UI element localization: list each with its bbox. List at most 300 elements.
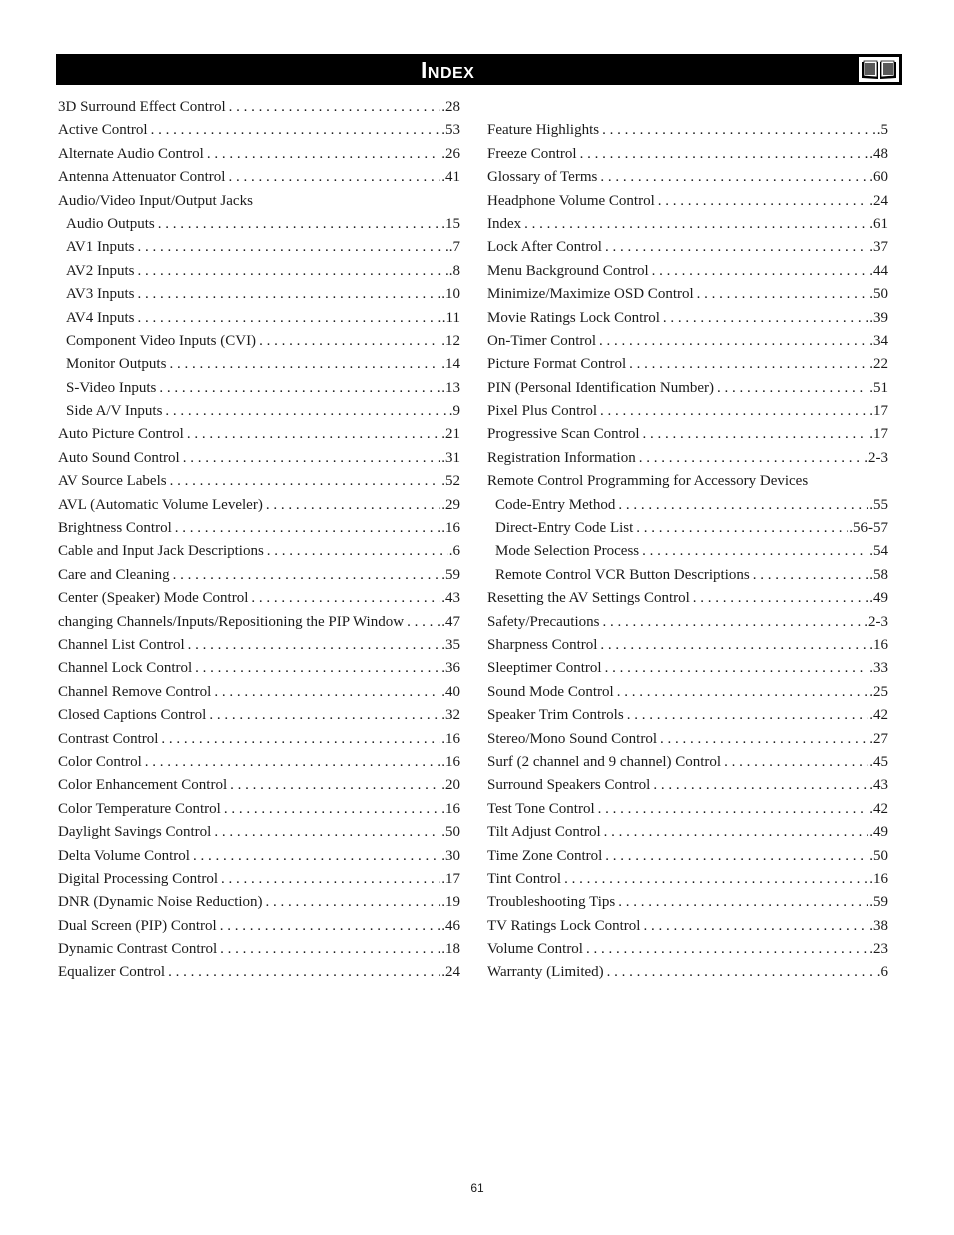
dot-leader	[209, 704, 440, 727]
index-entry-page: .20	[441, 777, 460, 794]
index-entry-label: Dual Screen (PIP) Control	[58, 917, 217, 934]
index-entry-label: Resetting the AV Settings Control	[487, 590, 690, 607]
index-entry-page: .24	[441, 964, 460, 981]
dot-leader	[663, 307, 868, 330]
index-entry-page: .22	[869, 356, 888, 373]
dot-leader	[617, 681, 869, 704]
index-entry-page: .16	[441, 800, 460, 817]
index-entry	[487, 564, 888, 587]
index-entry-label: Minimize/Maximize OSD Control	[487, 286, 694, 303]
dot-leader	[653, 774, 868, 797]
index-entry-label: Channel List Control	[58, 636, 185, 653]
index-entry	[58, 564, 460, 587]
column-spacer	[487, 96, 888, 119]
index-entry-label: AV Source Labels	[58, 473, 167, 490]
index-entry-label: Sleeptimer Control	[487, 660, 602, 677]
index-entry-page: .16	[441, 753, 460, 770]
index-entry	[487, 821, 888, 844]
index-entry-page: .60	[869, 169, 888, 186]
index-entry-label: Contrast Control	[58, 730, 159, 747]
index-entry-label: AVL (Automatic Volume Leveler)	[58, 496, 263, 513]
dot-leader	[618, 494, 868, 517]
dot-leader	[693, 587, 868, 610]
index-entry-label: Sound Mode Control	[487, 683, 614, 700]
index-entry-page: .42	[869, 707, 888, 724]
dot-leader	[193, 845, 440, 868]
dot-leader	[187, 423, 440, 446]
index-entry-page: .16	[869, 636, 888, 653]
index-entry-page: .42	[869, 800, 888, 817]
dot-leader	[220, 915, 441, 938]
index-entry-page: .55	[869, 496, 888, 513]
index-entry-label: 3D Surround Effect Control	[58, 99, 226, 115]
index-entry-label: Channel Remove Control	[58, 683, 212, 700]
dot-leader	[724, 751, 868, 774]
index-entry-page: .17	[869, 403, 888, 420]
index-entry-label: Equalizer Control	[58, 964, 166, 981]
index-entry-label: S-Video Inputs	[66, 379, 157, 396]
dot-leader	[599, 330, 868, 353]
index-entry-label: Index	[487, 215, 522, 232]
index-entry	[58, 915, 460, 938]
index-entry	[487, 961, 888, 984]
index-entry-label: Auto Sound Control	[58, 449, 180, 466]
dot-leader	[639, 447, 864, 470]
index-entry-label: AV2 Inputs	[66, 262, 135, 279]
dot-leader	[600, 400, 868, 423]
index-entry-label: Auto Picture Control	[58, 426, 184, 443]
index-entry-label: Time Zone Control	[487, 847, 603, 864]
dot-leader	[607, 961, 876, 984]
index-entry-label: Picture Format Control	[487, 356, 627, 373]
dot-leader	[158, 213, 440, 236]
dot-leader	[697, 283, 869, 306]
index-entry	[58, 330, 460, 353]
index-entry	[487, 423, 888, 446]
index-entry-label: Side A/V Inputs	[66, 403, 163, 420]
index-entry-label: Glossary of Terms	[487, 169, 598, 186]
index-entry-page: .24	[869, 192, 888, 209]
dot-leader	[586, 938, 868, 961]
dot-leader	[605, 845, 868, 868]
index-entry-page: .44	[869, 262, 888, 279]
index-entry-label: Sharpness Control	[487, 636, 598, 653]
index-entry-page: .50	[441, 824, 460, 841]
index-entry	[58, 213, 460, 236]
index-entry-label: Movie Ratings Lock Control	[487, 309, 660, 326]
dot-leader	[605, 657, 869, 680]
dot-leader	[220, 938, 440, 961]
index-entry-label: Dynamic Contrast Control	[58, 941, 218, 958]
index-entry	[487, 634, 888, 657]
dot-leader	[195, 657, 440, 680]
dot-leader	[267, 540, 448, 563]
dot-leader	[188, 634, 441, 657]
index-entry-page: .37	[869, 239, 888, 256]
index-entry-page: .19	[441, 894, 460, 911]
dot-leader	[602, 119, 876, 142]
index-entry	[58, 260, 460, 283]
index-entry-label: Headphone Volume Control	[487, 192, 655, 209]
dot-leader	[168, 961, 440, 984]
index-entry-label: Cable and Input Jack Descriptions	[58, 543, 264, 560]
index-entry-label: Monitor Outputs	[66, 356, 167, 373]
dot-leader	[145, 751, 440, 774]
index-entry-label: Brightness Control	[58, 520, 172, 537]
index-entry-page: .34	[869, 332, 888, 349]
index-entry-page: .26	[441, 145, 460, 162]
index-entry-label: Color Temperature Control	[58, 800, 221, 817]
index-entry-page: .41	[441, 169, 460, 186]
index-entry	[487, 143, 888, 166]
index-entry-page: .59	[441, 566, 460, 583]
index-entry-label: Lock After Control	[487, 239, 602, 256]
index-entry	[487, 517, 888, 540]
dot-leader	[214, 681, 440, 704]
index-entry-page: .28	[441, 99, 460, 115]
dot-leader	[605, 236, 868, 259]
index-entry-label: Color Enhancement Control	[58, 777, 228, 794]
index-right-column	[487, 96, 888, 985]
index-entry	[487, 307, 888, 330]
index-entry-label: Test Tone Control	[487, 800, 595, 817]
dot-leader	[207, 143, 440, 166]
index-entry-page: .39	[869, 309, 888, 326]
index-entry	[58, 704, 460, 727]
index-entry-label: Stereo/Mono Sound Control	[487, 730, 658, 747]
index-entry	[58, 517, 460, 540]
index-entry-page: .50	[869, 847, 888, 864]
index-entry-label: Tilt Adjust Control	[487, 824, 601, 841]
index-entry	[487, 657, 888, 680]
index-entry	[487, 353, 888, 376]
index-entry	[487, 845, 888, 868]
index-entry	[58, 961, 460, 984]
index-entry-page: .13	[441, 379, 460, 396]
index-entry-page: .29	[441, 496, 460, 513]
dot-leader	[717, 377, 868, 400]
index-entry	[487, 330, 888, 353]
index-entry-label: On-Timer Control	[487, 332, 597, 349]
index-entry-label: AV3 Inputs	[66, 286, 135, 303]
index-entry	[58, 681, 460, 704]
index-entry-label: TV Ratings Lock Control	[487, 917, 641, 934]
dot-leader	[165, 400, 447, 423]
index-entry	[487, 891, 888, 914]
index-entry-page: .16	[869, 870, 888, 887]
index-entry	[58, 400, 460, 423]
index-entry-label: Digital Processing Control	[58, 870, 218, 887]
index-entry-page: .30	[441, 847, 460, 864]
dot-leader	[266, 494, 440, 517]
index-entry-label: Alternate Audio Control	[58, 145, 204, 162]
dot-leader	[629, 353, 868, 376]
index-entry-page: .49	[869, 824, 888, 841]
index-entry-label: Channel Lock Control	[58, 660, 193, 677]
index-entry	[58, 166, 460, 189]
index-entry-page: .61	[869, 215, 888, 232]
dot-leader	[173, 564, 441, 587]
index-entry-page: .48	[869, 145, 888, 162]
index-entry-label: Menu Background Control	[487, 262, 649, 279]
book-icon	[858, 56, 900, 83]
index-entry	[58, 307, 460, 330]
index-entry-page: .47	[441, 613, 460, 630]
dot-leader	[137, 283, 440, 306]
index-entry-label: Center (Speaker) Mode Control	[58, 590, 249, 607]
index-entry-label: Component Video Inputs (CVI)	[66, 332, 257, 349]
dot-leader	[524, 213, 868, 236]
index-entry-label: Active Control	[58, 122, 148, 139]
index-entry-page: .23	[869, 941, 888, 958]
index-entry-page: .43	[441, 590, 460, 607]
dot-leader	[598, 798, 869, 821]
index-entry	[487, 377, 888, 400]
index-entry-label: PIN (Personal Identification Number)	[487, 379, 715, 396]
index-entry	[58, 190, 460, 213]
dot-leader	[169, 353, 440, 376]
index-entry	[58, 447, 460, 470]
index-entry-page: .56-57	[849, 520, 888, 537]
index-entry-page: .16	[441, 520, 460, 537]
index-left-column	[58, 96, 460, 985]
index-entry-label: Speaker Trim Controls	[487, 707, 624, 724]
index-entry	[58, 494, 460, 517]
index-entry	[58, 634, 460, 657]
index-entry-page: .17	[441, 870, 460, 887]
index-entry	[487, 681, 888, 704]
dot-leader	[627, 704, 869, 727]
index-entry-label: DNR (Dynamic Noise Reduction)	[58, 894, 263, 911]
dot-leader	[642, 540, 868, 563]
index-entry-label: Color Control	[58, 753, 142, 770]
index-entry	[487, 751, 888, 774]
index-entry-page: .8	[448, 262, 460, 279]
index-entry-label: Daylight Savings Control	[58, 824, 212, 841]
index-entry	[487, 447, 888, 470]
index-entry	[487, 283, 888, 306]
index-entry-page: .35	[441, 636, 460, 653]
index-entry	[58, 540, 460, 563]
dot-leader	[214, 821, 440, 844]
index-entry-label: Delta Volume Control	[58, 847, 190, 864]
index-entry-page: .52	[441, 473, 460, 490]
index-entry-page: .45	[869, 753, 888, 770]
index-entry-page: .10	[441, 286, 460, 303]
index-entry	[487, 236, 888, 259]
index-entry	[487, 540, 888, 563]
index-entry-label: Surf (2 channel and 9 channel) Control	[487, 753, 722, 770]
index-entry-label: AV4 Inputs	[66, 309, 135, 326]
index-entry-page: .16	[441, 730, 460, 747]
index-entry-page: .40	[441, 683, 460, 700]
index-entry	[487, 938, 888, 961]
index-entry-label: Mode Selection Process	[495, 543, 640, 560]
dot-leader	[602, 611, 863, 634]
index-entry-page: .2-3	[864, 613, 888, 630]
index-entry-page: .14	[441, 356, 460, 373]
dot-leader	[643, 915, 868, 938]
dot-leader	[604, 821, 869, 844]
dot-leader	[660, 728, 868, 751]
index-entry-page: .50	[869, 286, 888, 303]
index-entry	[487, 704, 888, 727]
index-entry	[487, 166, 888, 189]
dot-leader	[753, 564, 869, 587]
index-entry-label: Antenna Attenuator Control	[58, 169, 226, 186]
index-entry	[58, 377, 460, 400]
index-entry-page: .54	[869, 543, 888, 560]
index-entry-label: Remote Control VCR Button Descriptions	[495, 566, 750, 583]
index-entry-page: .27	[869, 730, 888, 747]
dot-leader	[600, 166, 868, 189]
index-entry-label: Troubleshooting Tips	[487, 894, 616, 911]
dot-leader	[266, 891, 441, 914]
index-entry	[58, 728, 460, 751]
index-entry-label: Surround Speakers Control	[487, 777, 651, 794]
index-entry	[58, 119, 460, 142]
dot-leader	[642, 423, 868, 446]
dot-leader	[137, 236, 447, 259]
dot-leader	[600, 634, 868, 657]
dot-leader	[618, 891, 868, 914]
index-entry	[487, 587, 888, 610]
dot-leader	[170, 470, 441, 493]
index-entry-page: .2-3	[864, 449, 888, 466]
index-entry-label: AV1 Inputs	[66, 239, 135, 256]
index-entry-page: .7	[448, 239, 460, 256]
index-entry-label: Volume Control	[487, 941, 583, 958]
dot-leader	[228, 166, 440, 189]
index-entry	[58, 423, 460, 446]
index-entry	[58, 587, 460, 610]
index-entry	[487, 728, 888, 751]
dot-leader	[259, 330, 440, 353]
index-entry-label: Feature Highlights	[487, 122, 600, 139]
index-entry-label: Remote Control Programming for Accessory Devices	[487, 473, 809, 490]
index-entry-label: Warranty (Limited)	[487, 964, 604, 981]
index-title-bar	[56, 54, 902, 85]
index-entry	[487, 915, 888, 938]
index-entry-label: Tint Control	[487, 870, 562, 887]
index-entry-page: .33	[869, 660, 888, 677]
index-entry-page: .51	[869, 379, 888, 396]
index-entry	[487, 774, 888, 797]
dot-leader	[407, 611, 440, 634]
index-entry-label: Direct-Entry Code List	[495, 520, 634, 537]
dot-leader	[137, 260, 447, 283]
dot-leader	[636, 517, 848, 540]
index-entry-label: Audio Outputs	[66, 215, 155, 232]
dot-leader	[658, 190, 868, 213]
index-entry-page: .31	[441, 449, 460, 466]
index-entry-label: Code-Entry Method	[495, 496, 616, 513]
index-entry-page: .12	[441, 332, 460, 349]
dot-leader	[564, 868, 868, 891]
index-entry-label: Freeze Control	[487, 145, 577, 162]
index-entry	[487, 260, 888, 283]
dot-leader	[221, 868, 440, 891]
index-entry-label: Audio/Video Input/Output Jacks	[58, 192, 253, 209]
index-entry	[58, 868, 460, 891]
index-entry	[58, 774, 460, 797]
index-entry	[487, 611, 888, 634]
index-entry-page: .32	[441, 707, 460, 724]
index-entry-page: .38	[869, 917, 888, 934]
index-entry-label: Progressive Scan Control	[487, 426, 640, 443]
index-entry	[487, 400, 888, 423]
dot-leader	[230, 774, 440, 797]
index-entry	[58, 611, 460, 634]
index-entry-page: .58	[869, 566, 888, 583]
dot-leader	[580, 143, 869, 166]
dot-leader	[229, 96, 441, 119]
dot-leader	[652, 260, 869, 283]
index-entry-page: .46	[441, 917, 460, 934]
page-number: 61	[470, 1181, 484, 1195]
index-entry	[58, 236, 460, 259]
index-entry-page: .15	[441, 215, 460, 232]
index-entry	[58, 821, 460, 844]
index-entry-label: changing Channels/Inputs/Repositioning the PIP Window	[58, 613, 405, 630]
index-entry-page: .18	[441, 941, 460, 958]
page-title: Index	[421, 57, 475, 83]
index-entry	[58, 470, 460, 493]
index-entry	[58, 751, 460, 774]
dot-leader	[183, 447, 441, 470]
index-entry	[487, 213, 888, 236]
index-entry	[58, 798, 460, 821]
index-entry	[58, 283, 460, 306]
index-entry	[487, 868, 888, 891]
dot-leader	[175, 517, 440, 540]
index-entry	[487, 494, 888, 517]
index-entry-page: .36	[441, 660, 460, 677]
index-entry	[487, 470, 888, 493]
index-entry-page: .25	[869, 683, 888, 700]
index-entry	[58, 143, 460, 166]
index-entry	[58, 96, 460, 119]
index-entry-page: .53	[441, 122, 460, 139]
dot-leader	[161, 728, 440, 751]
index-entry	[58, 657, 460, 680]
index-entry-page: .9	[448, 403, 460, 420]
index-entry-label: Care and Cleaning	[58, 566, 170, 583]
index-entry	[58, 938, 460, 961]
index-entry-page: .5	[876, 122, 888, 139]
index-entry-label: Registration Information	[487, 449, 636, 466]
dot-leader	[159, 377, 440, 400]
dot-leader	[151, 119, 441, 142]
index-entry-label: Closed Captions Control	[58, 707, 207, 724]
dot-leader	[137, 307, 440, 330]
dot-leader	[251, 587, 440, 610]
index-entry	[58, 353, 460, 376]
index-entry	[58, 845, 460, 868]
index-entry-page: .17	[869, 426, 888, 443]
index-entry-page: .21	[441, 426, 460, 443]
index-entry-page: .59	[869, 894, 888, 911]
index-entry-page: .43	[869, 777, 888, 794]
index-entry-label: Safety/Precautions	[487, 613, 600, 630]
index-entry-page: .6	[448, 543, 460, 560]
index-entry-page: .6	[876, 964, 888, 981]
index-entry-label: Pixel Plus Control	[487, 403, 598, 420]
index-entry	[487, 798, 888, 821]
index-entry-page: .11	[441, 309, 460, 326]
index-entry	[487, 190, 888, 213]
dot-leader	[224, 798, 440, 821]
